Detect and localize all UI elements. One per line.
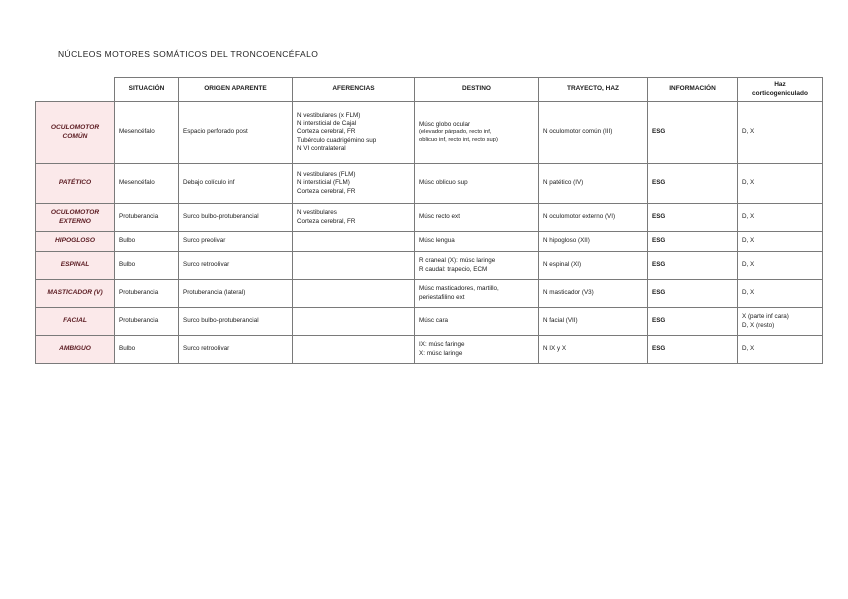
table-row: [36, 308, 823, 336]
table-body: [36, 102, 823, 364]
trayecto-cell: N oculomotor común (III): [539, 102, 648, 164]
nucleus-name-line: OCULOMOTOR: [50, 208, 100, 216]
page-title: NÚCLEOS MOTORES SOMÁTICOS DEL TRONCOENCÉFALO: [58, 49, 319, 59]
aferencias-cell: [293, 204, 415, 232]
table-row: [36, 252, 823, 280]
destino-cell: [415, 252, 539, 280]
nucleus-name-cell: [36, 336, 115, 364]
destino-cell: [415, 232, 539, 252]
destino-line: Músc globo ocular: [419, 120, 471, 128]
header-aferencias: AFERENCIAS: [293, 78, 415, 102]
nucleus-name-cell: [36, 204, 115, 232]
informacion-cell: ESG: [648, 308, 738, 336]
destino-line: (elevador párpado, recto inf,: [419, 129, 492, 136]
aferencias-cell: [293, 252, 415, 280]
aferencias-cell: [293, 336, 415, 364]
destino-line: periestafilino ext: [419, 293, 465, 301]
aferencia-line: Tubérculo cuadrigémino sup: [297, 136, 377, 144]
informacion-cell: ESG: [648, 280, 738, 308]
aferencia-line: Corteza cerebral, FR: [297, 217, 356, 225]
haz-line: D, X: [742, 289, 755, 297]
corner-cell: [36, 78, 115, 102]
trayecto-cell: N patético (IV): [539, 164, 648, 204]
haz-cell: [738, 308, 823, 336]
aferencias-cell: [293, 308, 415, 336]
nucleus-name-cell: [36, 280, 115, 308]
aferencia-line: N intersticial (FLM): [297, 179, 350, 187]
nuclei-table: [35, 77, 823, 364]
haz-cell: [738, 204, 823, 232]
trayecto-cell: N espinal (XI): [539, 252, 648, 280]
situacion-cell: Mesencéfalo: [115, 164, 179, 204]
header-destino: DESTINO: [415, 78, 539, 102]
destino-line: IX: músc faringe: [419, 341, 465, 349]
destino-line: Músc lengua: [419, 237, 455, 245]
aferencia-line: N vestibulares (FLM): [297, 171, 356, 179]
destino-line: R caudal: trapecio, ECM: [419, 265, 488, 273]
situacion-cell: Mesencéfalo: [115, 102, 179, 164]
haz-line: D, X: [742, 237, 755, 245]
trayecto-cell: N masticador (V3): [539, 280, 648, 308]
table-row: [36, 280, 823, 308]
aferencia-line: N vestibulares: [297, 209, 337, 217]
nucleus-name-line: OCULOMOTOR: [50, 123, 100, 131]
header-situacion: SITUACIÓN: [115, 78, 179, 102]
nucleus-name-cell: [36, 308, 115, 336]
nucleus-name-line: AMBIGUO: [59, 345, 91, 353]
header-haz-line: Haz: [774, 81, 786, 89]
destino-line: oblicuo inf, recto int, recto sup): [419, 136, 498, 143]
nucleus-name-line: HIPOGLOSO: [55, 237, 95, 245]
haz-line: D, X: [742, 128, 755, 136]
origen-cell: Protuberancia (lateral): [179, 280, 293, 308]
aferencias-cell: [293, 280, 415, 308]
aferencias-cell: [293, 232, 415, 252]
nucleus-name-line: PATÉTICO: [58, 179, 92, 187]
aferencia-line: Corteza cerebral, FR: [297, 128, 356, 136]
haz-line: D, X: [742, 345, 755, 353]
destino-cell: [415, 336, 539, 364]
destino-cell: [415, 102, 539, 164]
haz-line: D, X: [742, 261, 755, 269]
haz-line: D, X: [742, 179, 755, 187]
header-haz-line: corticogeniculado: [752, 89, 808, 97]
table-row: [36, 232, 823, 252]
origen-cell: Espacio perforado post: [179, 102, 293, 164]
informacion-cell: ESG: [648, 336, 738, 364]
destino-line: X: músc laringe: [419, 349, 463, 357]
haz-cell: [738, 232, 823, 252]
nucleus-name-cell: [36, 232, 115, 252]
nucleus-name-line: EXTERNO: [59, 217, 91, 225]
nucleus-name-line: MASTICADOR (V): [47, 289, 103, 297]
aferencias-cell: [293, 102, 415, 164]
situacion-cell: Bulbo: [115, 232, 179, 252]
haz-cell: [738, 164, 823, 204]
situacion-cell: Protuberancia: [115, 280, 179, 308]
nucleus-name-cell: [36, 102, 115, 164]
trayecto-cell: N facial (VII): [539, 308, 648, 336]
aferencias-cell: [293, 164, 415, 204]
informacion-cell: ESG: [648, 252, 738, 280]
header-informacion: INFORMACIÓN: [648, 78, 738, 102]
destino-line: R craneal (X): músc laringe: [419, 257, 496, 265]
destino-cell: [415, 280, 539, 308]
haz-cell: [738, 336, 823, 364]
origen-cell: Surco retroolivar: [179, 336, 293, 364]
header-haz: [738, 78, 823, 102]
destino-line: Músc oblicuo sup: [419, 179, 468, 187]
haz-line: D, X: [742, 213, 755, 221]
nucleus-name-line: ESPINAL: [60, 261, 90, 269]
header-origen: ORIGEN APARENTE: [179, 78, 293, 102]
table-row: [36, 102, 823, 164]
nucleus-name-cell: [36, 252, 115, 280]
table-row: [36, 336, 823, 364]
destino-line: Músc cara: [419, 317, 449, 325]
informacion-cell: ESG: [648, 204, 738, 232]
nucleus-name-line: FACIAL: [63, 317, 87, 325]
origen-cell: Surco preolivar: [179, 232, 293, 252]
situacion-cell: Bulbo: [115, 252, 179, 280]
origen-cell: Debajo colículo inf: [179, 164, 293, 204]
origen-cell: Surco bulbo-protuberancial: [179, 308, 293, 336]
aferencia-line: N vestibulares (x FLM): [297, 112, 361, 120]
situacion-cell: Protuberancia: [115, 204, 179, 232]
origen-cell: Surco bulbo-protuberancial: [179, 204, 293, 232]
origen-cell: Surco retroolivar: [179, 252, 293, 280]
header-trayecto: TRAYECTO, HAZ: [539, 78, 648, 102]
nucleus-name-line: COMÚN: [62, 132, 88, 140]
trayecto-cell: N IX y X: [539, 336, 648, 364]
destino-line: Músc masticadores, martillo,: [419, 285, 499, 293]
haz-line: X (parte inf cara): [742, 313, 789, 321]
nucleus-name-cell: [36, 164, 115, 204]
aferencia-line: N VI contralateral: [297, 144, 346, 152]
situacion-cell: Protuberancia: [115, 308, 179, 336]
informacion-cell: ESG: [648, 164, 738, 204]
aferencia-line: N intersticial de Cajal: [297, 120, 357, 128]
haz-cell: [738, 252, 823, 280]
informacion-cell: ESG: [648, 102, 738, 164]
aferencia-line: Corteza cerebral, FR: [297, 187, 356, 195]
trayecto-cell: N oculomotor externo (VI): [539, 204, 648, 232]
haz-cell: [738, 102, 823, 164]
destino-line: Músc recto ext: [419, 213, 460, 221]
table-row: [36, 204, 823, 232]
haz-line: D, X (resto): [742, 321, 775, 329]
haz-cell: [738, 280, 823, 308]
informacion-cell: ESG: [648, 232, 738, 252]
header-row: [36, 78, 823, 102]
destino-cell: [415, 308, 539, 336]
destino-cell: [415, 204, 539, 232]
trayecto-cell: N hipogloso (XII): [539, 232, 648, 252]
situacion-cell: Bulbo: [115, 336, 179, 364]
destino-cell: [415, 164, 539, 204]
table-row: [36, 164, 823, 204]
